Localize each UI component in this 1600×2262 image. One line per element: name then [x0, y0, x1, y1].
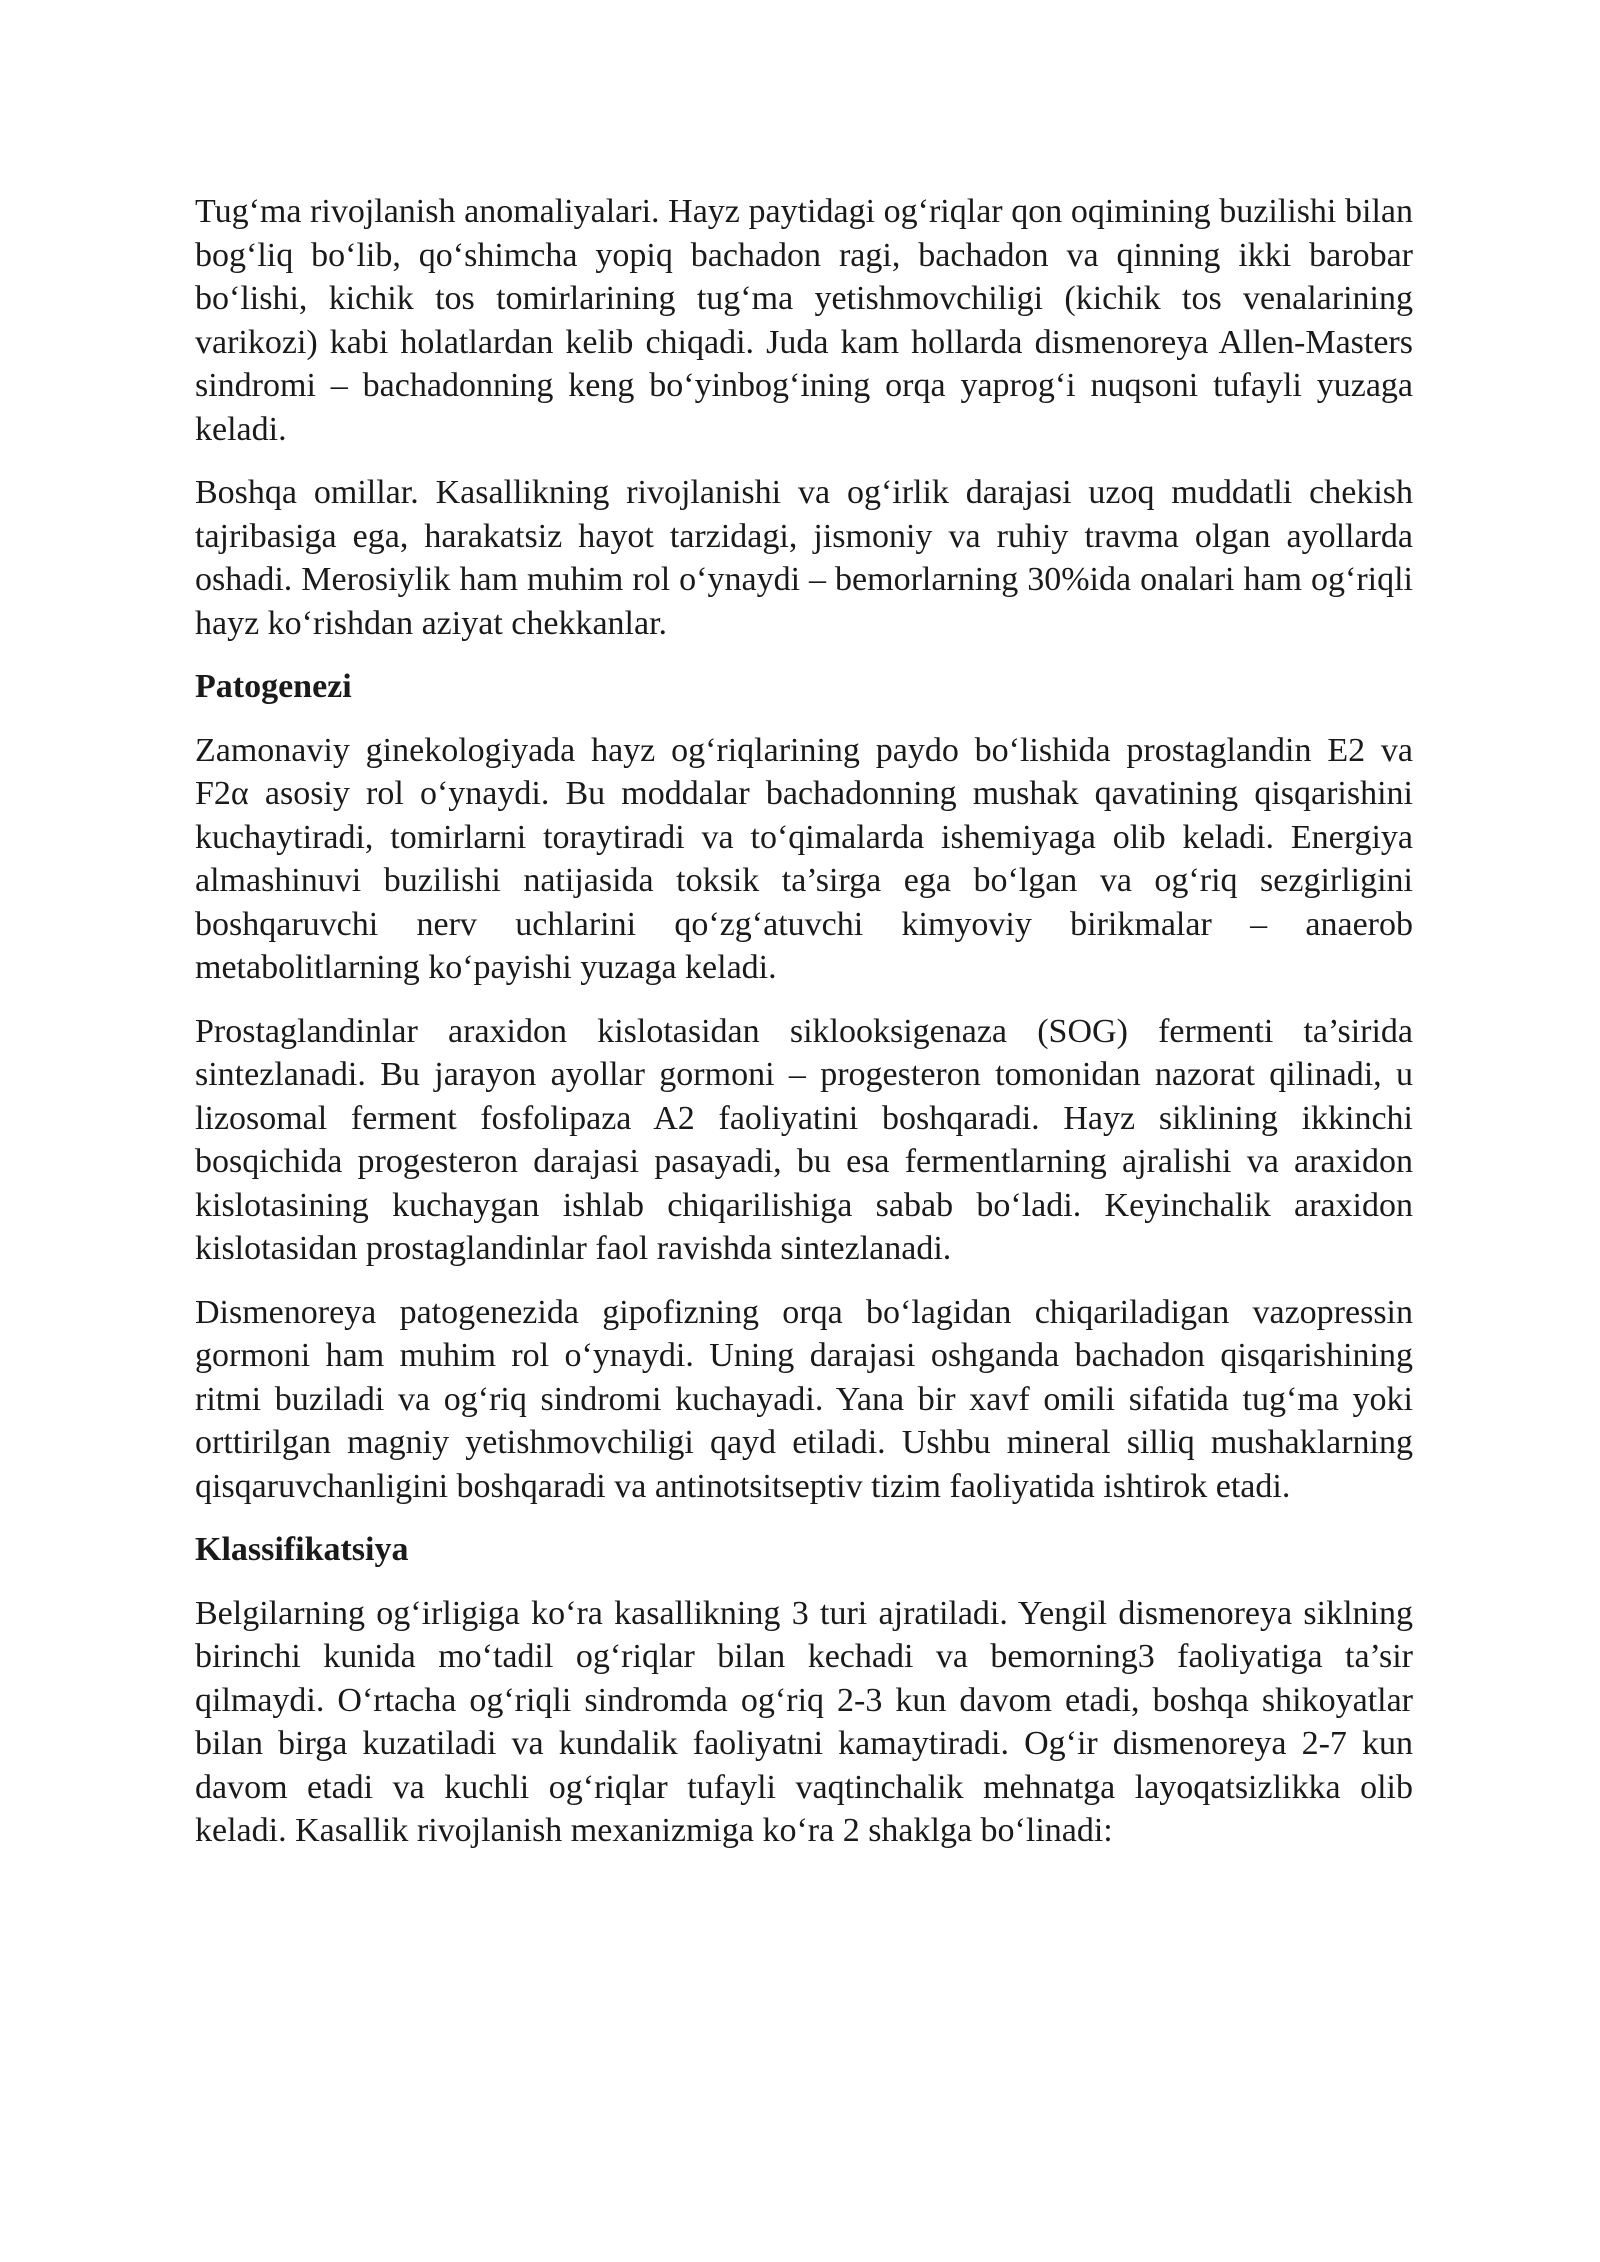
- document-page: [195, 190, 1413, 1873]
- paragraph-other-factors: Boshqa omillar. Kasallikning rivojlanishi va og‘irlik darajasi uzoq muddatli chekish tajribasiga ega, harakatsiz hayot tarzidagi, jismoniy va ruhiy travma olgan ayollarda oshadi. Merosiylik ham muhim rol o‘ynaydi – bemorlarning 30%ida onalari ham og‘riqli hayz ko‘rishdan aziyat chekkanlar.: [195, 474, 1413, 642]
- paragraph-vasopressin: Dismenoreya patogenezida gipofizning orqa bo‘lagidan chiqariladigan vazopressin gormoni ham muhim rol o‘ynaydi. Uning darajasi oshganda bachadon qisqarishining ritmi buziladi va og‘riq sindromi kuchayadi. Yana bir xavf omili sifatida tug‘ma yoki orttirilgan magniy yetishmovchiligi qayd etiladi. Ushbu mineral silliq mushaklarning qisqaruvchanligini boshqaradi va antinotsitseptiv tizim faoliyatida ishtirok etadi.: [195, 1293, 1413, 1505]
- paragraph-severity-types: Belgilarning og‘irligiga ko‘ra kasallikning 3 turi ajratiladi. Yengil dismenoreya siklning birinchi kunida mo‘tadil og‘riqlar bilan kechadi va bemorning3 faoliyatiga ta’sir qilmaydi. O‘rtacha og‘riqli sindromda og‘riq 2-3 kun davom etadi, boshqa shikoyatlar bilan birga kuzatiladi va kundalik faoliyatni kamaytiradi. Og‘ir dismenoreya 2-7 kun davom etadi va kuchli og‘riqlar tufayli vaqtinchalik mehnatga layoqatsizlikka olib keladi. Kasallik rivojlanish mexanizmiga ko‘ra 2 shaklga bo‘linadi:: [195, 1594, 1413, 1849]
- heading-pathogenesis: Patogenezi: [195, 668, 352, 705]
- paragraph-congenital-anomalies: Tug‘ma rivojlanish anomaliyalari. Hayz paytidagi og‘riqlar qon oqimining buzilishi bilan bog‘liq bo‘lib, qo‘shimcha yopiq bachadon ragi, bachadon va qinning ikki barobar bo‘lishi, kichik tos tomirlarining tug‘ma yetishmovchiligi (kichik tos venalarining varikozi) kabi holatlardan kelib chiqadi. Juda kam hollarda dismenoreya Allen-Masters sindromi – bachadonning keng bo‘yinbog‘ining orqa yaprog‘i nuqsoni tufayli yuzaga keladi.: [195, 193, 1413, 448]
- paragraph-prostaglandins-role: Zamonaviy ginekologiyada hayz og‘riqlarining paydo bo‘lishida prostaglandin E2 va F2α asosiy rol o‘ynaydi. Bu moddalar bachadonning mushak qavatining qisqarishini kuchaytiradi, tomirlarni toraytiradi va to‘qimalarda ishemiyaga olib keladi. Energiya almashinuvi buzilishi natijasida toksik ta’sirga ega bo‘lgan va og‘riq sezgirligini boshqaruvchi nerv uchlarini qo‘zg‘atuvchi kimyoviy birikmalar – anaerob metabolitlarning ko‘payishi yuzaga keladi.: [195, 731, 1413, 986]
- heading-classification: Klassifikatsiya: [195, 1531, 409, 1568]
- paragraph-prostaglandin-synthesis: Prostaglandinlar araxidon kislotasidan siklooksigenaza (SOG) fermenti ta’sirida sintezlanadi. Bu jarayon ayollar gormoni – progesteron tomonidan nazorat qilinadi, u lizosomal ferment fosfolipaza A2 faoliyatini boshqaradi. Hayz siklining ikkinchi bosqichida progesteron darajasi pasayadi, bu esa fermentlarning ajralishi va araxidon kislotasining kuchaygan ishlab chiqarilishiga sabab bo‘ladi. Keyinchalik araxidon kislotasidan prostaglandinlar faol ravishda sintezlanadi.: [195, 1012, 1413, 1267]
